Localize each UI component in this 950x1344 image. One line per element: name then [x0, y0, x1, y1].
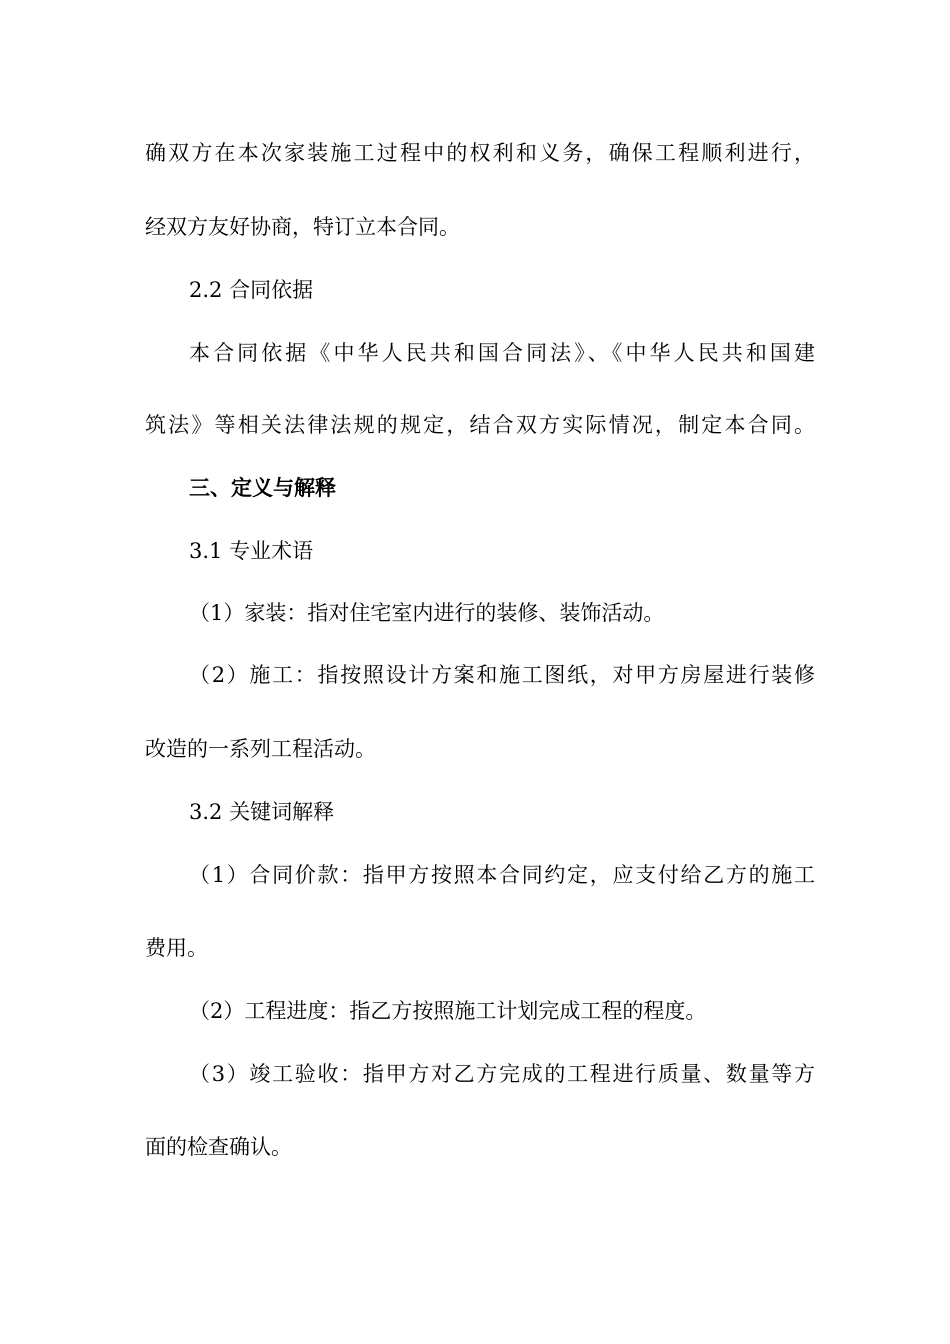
paragraph-line: 筑法》等相关法律法规的规定，结合双方实际情况，制定本合同。: [145, 413, 815, 437]
list-item: （3）竣工验收：指甲方对乙方完成的工程进行质量、数量等方: [189, 1062, 815, 1086]
paragraph-line: 本合同依据《中华人民共和国合同法》、《中华人民共和国建: [189, 341, 815, 365]
section-heading-2-2: 2.2 合同依据: [189, 278, 314, 302]
list-item: （2）施工：指按照设计方案和施工图纸，对甲方房屋进行装修: [189, 663, 815, 687]
paragraph-line: 面的检查确认。: [145, 1135, 292, 1159]
section-heading-3-1: 3.1 专业术语: [189, 539, 314, 563]
paragraph-line: 改造的一系列工程活动。: [145, 737, 376, 761]
list-item: （1）合同价款：指甲方按照本合同约定，应支付给乙方的施工: [189, 863, 815, 887]
paragraph-line: 确双方在本次家装施工过程中的权利和义务，确保工程顺利进行，: [145, 141, 815, 165]
chapter-heading-3: 三、定义与解释: [189, 475, 336, 500]
paragraph-line: 费用。: [145, 936, 208, 960]
paragraph-line: 经双方友好协商，特订立本合同。: [145, 215, 460, 239]
section-heading-3-2: 3.2 关键词解释: [189, 800, 335, 824]
list-item: （2）工程进度：指乙方按照施工计划完成工程的程度。: [189, 999, 707, 1023]
list-item: （1）家装：指对住宅室内进行的装修、装饰活动。: [189, 601, 665, 625]
